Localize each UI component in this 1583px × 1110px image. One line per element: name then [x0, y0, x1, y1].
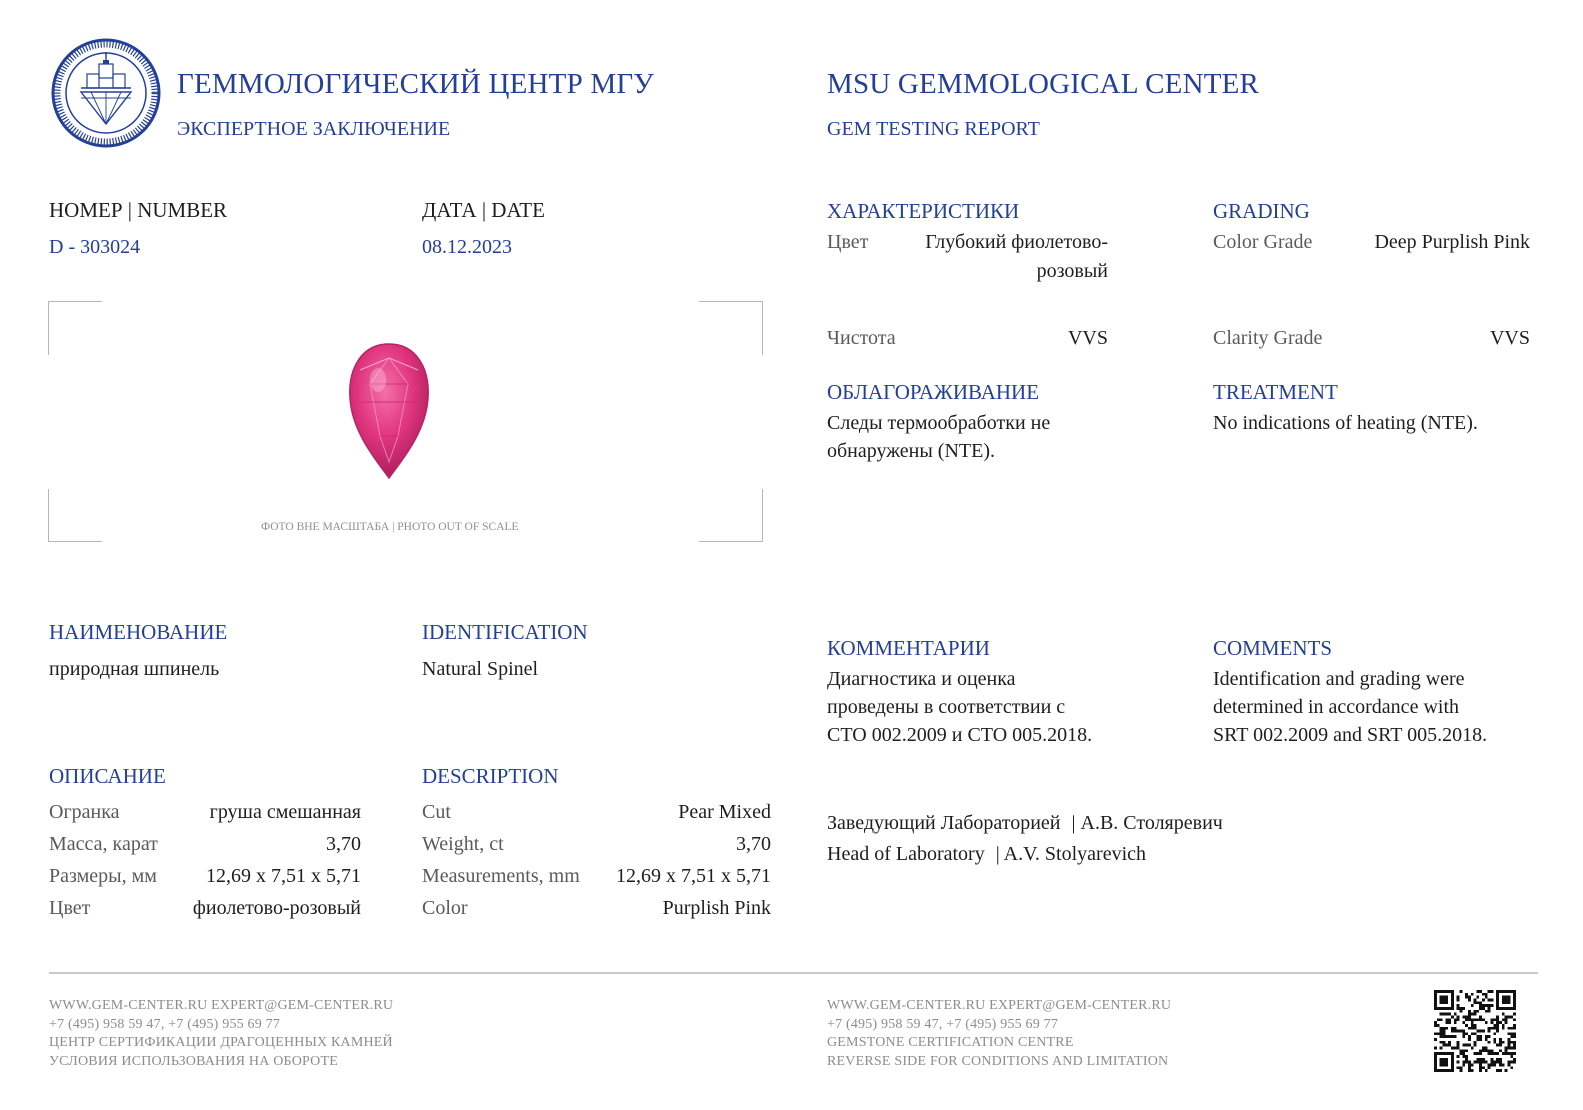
footer-en-center: GEMSTONE CERTIFICATION CENTRE	[827, 1035, 1074, 1050]
ru-weight-value: 3,70	[326, 833, 361, 855]
en-color-desc-label: Color	[422, 897, 468, 919]
comments-ru-line2: проведены в соответствии с	[827, 696, 1066, 718]
footer-ru-phone: +7 (495) 958 59 47, +7 (495) 955 69 77	[49, 1016, 281, 1032]
ru-clarity-label: Чистота	[827, 327, 896, 349]
comments-ru-line1: Диагностика и оценка	[827, 668, 1016, 690]
signature-ru-name: | А.В. Столяревич	[1071, 812, 1223, 834]
en-cut-value: Pear Mixed	[678, 801, 771, 823]
identification-value-en: Natural Spinel	[422, 658, 539, 680]
footer-en-web: WWW.GEM-CENTER.RU EXPERT@GEM-CENTER.RU	[827, 998, 1172, 1013]
signature-ru	[827, 812, 1223, 835]
gemstone-photo	[346, 340, 432, 482]
ru-clarity-value: VVS	[1067, 327, 1108, 349]
number-label: НОМЕР | NUMBER	[49, 198, 228, 222]
signature-ru-role: Заведующий Лабораторией	[827, 812, 1061, 834]
en-center-title: MSU GEMMOLOGICAL CENTER	[827, 68, 1260, 100]
treatment-text-en: No indications of heating (NTE).	[1213, 412, 1478, 434]
ru-cut-value: груша смешанная	[209, 801, 361, 823]
qr-code	[1434, 990, 1516, 1072]
ru-weight-label: Масса, карат	[49, 833, 158, 855]
grading-heading-en: GRADING	[1213, 199, 1310, 223]
signature-en-role: Head of Laboratory	[827, 843, 985, 865]
signature-en-name: | A.V. Stolyarevich	[995, 843, 1147, 865]
ru-measurements-value: 12,69 x 7,51 x 5,71	[206, 865, 361, 887]
en-weight-value: 3,70	[736, 833, 771, 855]
comments-heading-ru: КОММЕНТАРИИ	[827, 636, 990, 660]
treatment-text-ru-line1: Следы термообработки не	[827, 412, 1051, 434]
grading-heading-ru: ХАРАКТЕРИСТИКИ	[827, 199, 1020, 223]
footer-divider	[49, 972, 1538, 974]
comments-en-line3: SRT 002.2009 and SRT 005.2018.	[1213, 724, 1488, 746]
photo-caption: ФОТО ВНЕ МАСШТАБА | PHOTO OUT OF SCALE	[261, 521, 519, 533]
signature-en	[827, 843, 1146, 866]
en-color-desc-value: Purplish Pink	[662, 897, 771, 919]
ru-color-desc-value: фиолетово-розовый	[192, 897, 361, 919]
treatment-heading-ru: ОБЛАГОРАЖИВАНИЕ	[827, 380, 1040, 404]
number-value: D - 303024	[49, 236, 141, 258]
en-color-label: Color Grade	[1213, 231, 1313, 253]
description-heading-en: DESCRIPTION	[422, 764, 559, 788]
en-cut-label: Cut	[422, 801, 451, 823]
footer-ru-web: WWW.GEM-CENTER.RU EXPERT@GEM-CENTER.RU	[49, 998, 394, 1013]
footer-ru-center: ЦЕНТР СЕРТИФИКАЦИИ ДРАГОЦЕННЫХ КАМНЕЙ	[49, 1035, 393, 1050]
treatment-heading-en: TREATMENT	[1213, 380, 1338, 404]
identification-value-ru: природная шпинель	[49, 658, 220, 680]
ru-color-value-line1: Глубокий фиолетово-	[925, 231, 1108, 253]
en-clarity-value: VVS	[1489, 327, 1530, 349]
identification-heading-en: IDENTIFICATION	[422, 620, 588, 644]
date-label: ДАТА | DATE	[422, 198, 545, 222]
en-measurements-label: Measurements, mm	[422, 865, 580, 887]
ru-color-desc-label: Цвет	[49, 897, 91, 919]
ru-measurements-label: Размеры, мм	[49, 865, 157, 887]
en-clarity-label: Clarity Grade	[1213, 327, 1323, 349]
ru-center-title: ГЕММОЛОГИЧЕСКИЙ ЦЕНТР МГУ	[177, 68, 655, 100]
university-seal-logo	[51, 38, 161, 148]
comments-en-line1: Identification and grading were	[1213, 668, 1465, 690]
footer-en-phone: +7 (495) 958 59 47, +7 (495) 955 69 77	[827, 1016, 1059, 1032]
date-value: 08.12.2023	[422, 236, 512, 258]
treatment-text-ru-line2: обнаружены (NTE).	[827, 440, 995, 462]
ru-color-label: Цвет	[827, 231, 869, 253]
comments-heading-en: COMMENTS	[1213, 636, 1333, 660]
description-heading-ru: ОПИСАНИЕ	[49, 764, 166, 788]
footer-en-conditions: REVERSE SIDE FOR CONDITIONS AND LIMITATION	[827, 1053, 1169, 1069]
footer-ru	[49, 997, 393, 1071]
footer-ru-conditions: УСЛОВИЯ ИСПОЛЬЗОВАНИЯ НА ОБОРОТЕ	[49, 1053, 338, 1069]
en-weight-label: Weight, ct	[422, 833, 504, 855]
comments-ru-line3: СТО 002.2009 и СТО 005.2018.	[827, 724, 1093, 746]
ru-cut-label: Огранка	[49, 801, 120, 823]
ru-report-subtitle: ЭКСПЕРТНОЕ ЗАКЛЮЧЕНИЕ	[177, 118, 451, 140]
ru-color-value-line2: розовый	[1036, 260, 1108, 282]
identification-heading-ru: НАИМЕНОВАНИЕ	[49, 620, 228, 644]
comments-en-line2: determined in accordance with	[1213, 696, 1459, 718]
footer-en	[827, 997, 1171, 1071]
en-color-value: Deep Purplish Pink	[1374, 231, 1530, 253]
en-report-subtitle: GEM TESTING REPORT	[827, 118, 1040, 140]
en-measurements-value: 12,69 x 7,51 x 5,71	[616, 865, 771, 887]
